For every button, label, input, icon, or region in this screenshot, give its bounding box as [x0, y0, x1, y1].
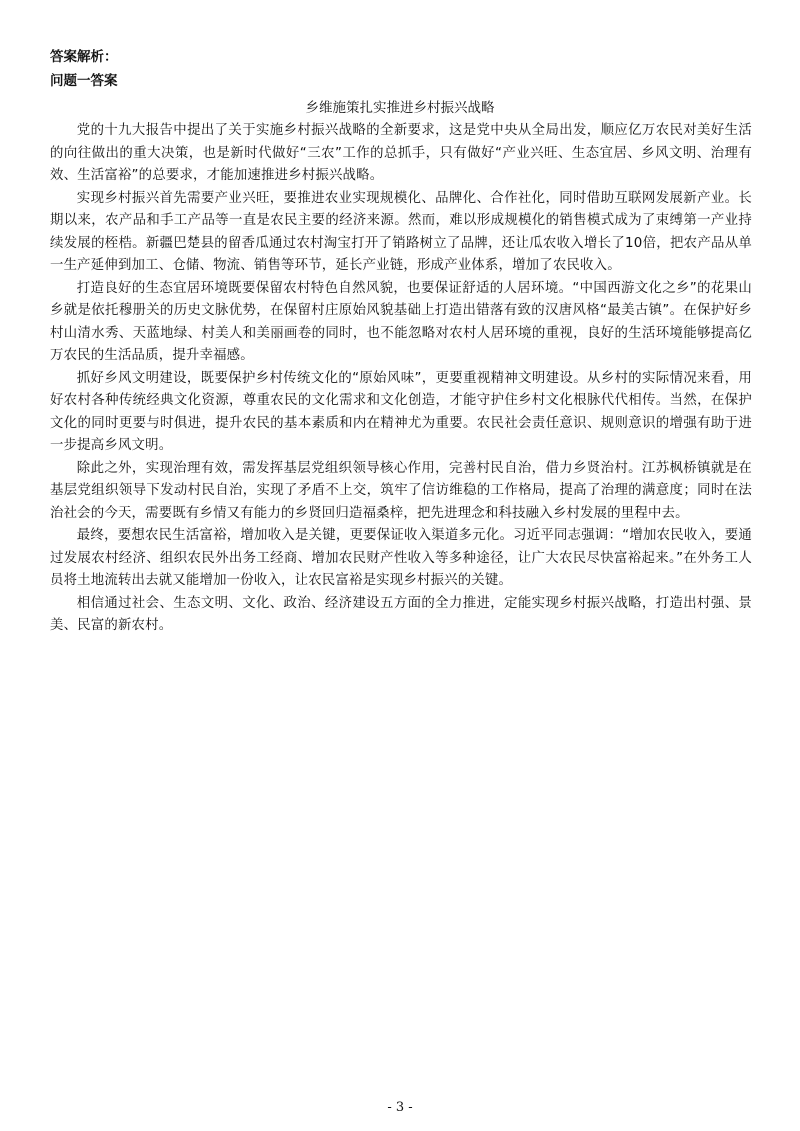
article-body [50, 120, 752, 638]
question-one-heading: 问题一答案 [50, 73, 118, 89]
paragraph-intro: 党的十九大报告中提出了关于实施乡村振兴战略的全新要求，这是党中央从全局出发，顺应亿万农民对美好生活的向往做出的重大决策，也是新时代做好“三农”工作的总抓手，只有做好“产业兴旺、生态宜居、乡风文明、治理有效、生活富裕”的总要求，才能加速推进乡村振兴战略。 [50, 123, 752, 183]
paragraph-prosperity: 最终，要想农民生活富裕，增加收入是关键，更要保证收入渠道多元化。习近平同志强调：“增加农民收入，要通过发展农村经济、组织农民外出务工经商、增加农民财产性收入等多种途径，让广大农民尽快富裕起来。”在外务工人员将土地流转出去就又能增加一份收入，让农民富裕是实现乡村振兴的关键。 [50, 528, 752, 588]
paragraph-governance: 除此之外，实现治理有效，需发挥基层党组织领导核心作用，完善村民自治，借力乡贤治村。江苏枫桥镇就是在基层党组织领导下发动村民自治，实现了矛盾不上交，筑牢了信访维稳的工作格局，提高了治理的满意度；同时在法治社会的今天，需要既有乡情又有能力的乡贤回归造福桑梓，把先进理念和科技融入乡村发展的里程中去。 [50, 460, 752, 521]
article-title: 乡维施策扎实推进乡村振兴战略 [305, 100, 495, 116]
paragraph-ecology: 打造良好的生态宜居环境既要保留农村特色自然风貌，也要保证舒适的人居环境。“中国西游文化之乡”的花果山乡就是依托穆册关的历史文脉优势，在保留村庄原始风貌基础上打造出错落有致的汉唐风格“最美古镇”。在保护好乡村山清水秀、天蓝地绿、村美人和美丽画卷的同时，也不能忽略对农村人居环境的重视，良好的生活环境能够提高亿万农民的生活品质，提升幸福感。 [50, 280, 752, 363]
answer-analysis-heading: 答案解析： [50, 49, 118, 65]
paragraph-conclusion: 相信通过社会、生态文明、文化、政治、经济建设五方面的全力推进，定能实现乡村振兴战略，打造出村强、景美、民富的新农村。 [50, 595, 752, 633]
paragraph-civilization: 抓好乡风文明建设，既要保护乡村传统文化的“原始风味”，更要重视精神文明建设。从乡村的实际情况来看，用好农村各种传统经典文化资源，尊重农民的文化需求和文化创造，才能守护住乡村文化根脉代代相传。当然，在保护文化的同时更要与时俱进，提升农民的基本素质和内在精神尤为重要。农民社会责任意识、规则意识的增强有助于进一步提高乡风文明。 [50, 370, 752, 453]
page-number: - 3 - [387, 1100, 413, 1115]
paragraph-industry: 实现乡村振兴首先需要产业兴旺，要推进农业实现规模化、品牌化、合作社化，同时借助互联网发展新产业。长期以来，农产品和手工产品等一直是农民主要的经济来源。然而，难以形成规模化的销售模式成为了束缚第一产业持续发展的桎梏。新疆巴楚县的留香瓜通过农村淘宝打开了销路树立了品牌，还让瓜农收入增长了10倍，把农产品从单一生产延伸到加工、仓储、物流、销售等环节，延长产业链，形成产业体系，增加了农民收入。 [50, 190, 752, 273]
